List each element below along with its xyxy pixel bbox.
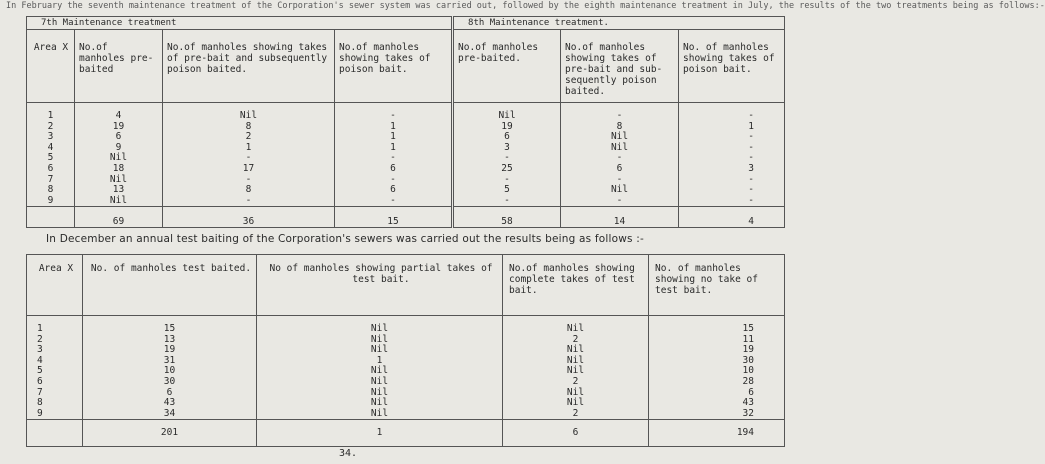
column-header: No. of manholes showing takes of poison bait. bbox=[679, 30, 785, 103]
table-cell: 4 bbox=[75, 103, 163, 122]
table-cell: 8 bbox=[561, 122, 679, 133]
table-cell: - bbox=[561, 175, 679, 186]
table-cell: Nil bbox=[503, 366, 649, 377]
total-cell: 58 bbox=[453, 207, 561, 228]
table-cell: 6 bbox=[335, 164, 453, 175]
table-cell: - bbox=[163, 153, 335, 164]
table-cell: 15 bbox=[649, 316, 785, 335]
table-cell: - bbox=[679, 153, 785, 164]
column-header: Area X bbox=[27, 30, 75, 103]
table-cell: Nil bbox=[257, 366, 503, 377]
table-row bbox=[27, 398, 785, 409]
intro-text: In February the seventh maintenance treatment of the Corporation's sewer system was carried out, followed by the eighth maintenance treatment in July, the results of the two treatments being as follows:- bbox=[6, 1, 1045, 11]
table-cell: - bbox=[163, 196, 335, 207]
table-cell: 19 bbox=[83, 345, 257, 356]
table-cell: 2 bbox=[503, 377, 649, 388]
table-cell: 2 bbox=[503, 335, 649, 346]
table-cell: 25 bbox=[453, 164, 561, 175]
column-header: No.of manholes showing takes of pre-bait and subsequently poison baited. bbox=[163, 30, 335, 103]
total-cell: 6 bbox=[503, 420, 649, 447]
table-cell: 3 bbox=[27, 132, 75, 143]
table-cell: - bbox=[335, 196, 453, 207]
table-cell: - bbox=[163, 175, 335, 186]
table-row bbox=[27, 164, 785, 175]
table-cell: 6 bbox=[75, 132, 163, 143]
table-cell: 5 bbox=[27, 366, 83, 377]
total-cell: 14 bbox=[561, 207, 679, 228]
total-cell: 201 bbox=[83, 420, 257, 447]
table-cell: 13 bbox=[75, 185, 163, 196]
total-cell bbox=[27, 420, 83, 447]
table-cell: 6 bbox=[649, 388, 785, 399]
table-cell: - bbox=[679, 103, 785, 122]
table-cell: 6 bbox=[83, 388, 257, 399]
table-cell: Nil bbox=[75, 153, 163, 164]
table-cell: 8 bbox=[163, 185, 335, 196]
table-cell: 43 bbox=[649, 398, 785, 409]
table-cell: 5 bbox=[27, 153, 75, 164]
table-row bbox=[27, 175, 785, 186]
table-cell: - bbox=[561, 103, 679, 122]
table-row bbox=[27, 153, 785, 164]
table-cell: 8 bbox=[27, 398, 83, 409]
column-header: No.of manholes showing takes of pre-bait and sub-sequently poison baited. bbox=[561, 30, 679, 103]
table-cell: Nil bbox=[503, 398, 649, 409]
table-cell: 8 bbox=[27, 185, 75, 196]
group-header-8th: 8th Maintenance treatment. bbox=[453, 17, 785, 30]
table-row bbox=[27, 122, 785, 133]
table-row bbox=[27, 335, 785, 346]
table-cell: 6 bbox=[27, 377, 83, 388]
table-cell: 15 bbox=[83, 316, 257, 335]
table-cell: 3 bbox=[27, 345, 83, 356]
table-row bbox=[27, 366, 785, 377]
total-cell: 4 bbox=[679, 207, 785, 228]
table-cell: Nil bbox=[561, 185, 679, 196]
table-cell: Nil bbox=[453, 103, 561, 122]
table-row bbox=[27, 377, 785, 388]
table-cell: 7 bbox=[27, 388, 83, 399]
total-cell: 194 bbox=[649, 420, 785, 447]
column-header: No.of manholes pre-baited. bbox=[453, 30, 561, 103]
table-cell: 2 bbox=[163, 132, 335, 143]
column-header: No. of manholes test baited. bbox=[83, 255, 257, 316]
column-header: No.of manholes showing takes of poison bait. bbox=[335, 30, 453, 103]
table-cell: 9 bbox=[27, 409, 83, 420]
table-cell: 31 bbox=[83, 356, 257, 367]
table-cell: 2 bbox=[27, 335, 83, 346]
table-row bbox=[27, 103, 785, 122]
table-cell: 2 bbox=[503, 409, 649, 420]
table-row bbox=[27, 345, 785, 356]
table-cell: 7 bbox=[27, 175, 75, 186]
table-row bbox=[27, 196, 785, 207]
table-cell: - bbox=[679, 132, 785, 143]
table-cell: 19 bbox=[649, 345, 785, 356]
table-row bbox=[27, 316, 785, 335]
table-cell: 1 bbox=[335, 122, 453, 133]
table-cell: Nil bbox=[257, 409, 503, 420]
table-cell: 1 bbox=[335, 132, 453, 143]
table-cell: Nil bbox=[75, 196, 163, 207]
table-cell: 19 bbox=[75, 122, 163, 133]
table-cell: 34 bbox=[83, 409, 257, 420]
group-header-7th: 7th Maintenance treatment bbox=[27, 17, 453, 30]
table-cell: Nil bbox=[257, 316, 503, 335]
annual-test-baiting-table bbox=[26, 254, 785, 447]
table-row bbox=[27, 143, 785, 154]
table-cell: 18 bbox=[75, 164, 163, 175]
table-cell: 28 bbox=[649, 377, 785, 388]
table-cell: - bbox=[335, 175, 453, 186]
totals-row bbox=[27, 207, 785, 228]
table-cell: 2 bbox=[27, 122, 75, 133]
table-cell: Nil bbox=[257, 388, 503, 399]
table-cell: - bbox=[679, 175, 785, 186]
total-cell: 69 bbox=[75, 207, 163, 228]
table-cell: Nil bbox=[257, 398, 503, 409]
table-cell: Nil bbox=[503, 316, 649, 335]
table-cell: - bbox=[453, 153, 561, 164]
table-cell: 30 bbox=[83, 377, 257, 388]
column-header: Area X bbox=[27, 255, 83, 316]
table-cell: 6 bbox=[561, 164, 679, 175]
table-row bbox=[27, 185, 785, 196]
table-cell: 4 bbox=[27, 356, 83, 367]
table-row bbox=[27, 132, 785, 143]
table-cell: 17 bbox=[163, 164, 335, 175]
table-cell: 10 bbox=[83, 366, 257, 377]
table-cell: 32 bbox=[649, 409, 785, 420]
page-number: 34. bbox=[339, 448, 358, 459]
table-cell: 1 bbox=[335, 143, 453, 154]
table-row bbox=[27, 356, 785, 367]
table-cell: Nil bbox=[561, 132, 679, 143]
table-cell: - bbox=[453, 175, 561, 186]
table-cell: 30 bbox=[649, 356, 785, 367]
total-cell: 15 bbox=[335, 207, 453, 228]
table-cell: - bbox=[335, 153, 453, 164]
table-cell: 11 bbox=[649, 335, 785, 346]
table-cell: Nil bbox=[75, 175, 163, 186]
table-cell: Nil bbox=[163, 103, 335, 122]
table-cell: 1 bbox=[257, 356, 503, 367]
table-cell: Nil bbox=[561, 143, 679, 154]
table-cell: - bbox=[679, 185, 785, 196]
table-cell: 19 bbox=[453, 122, 561, 133]
table-cell: 4 bbox=[27, 143, 75, 154]
table-cell: - bbox=[453, 196, 561, 207]
table-cell: 1 bbox=[163, 143, 335, 154]
table-cell: Nil bbox=[257, 377, 503, 388]
total-cell: 1 bbox=[257, 420, 503, 447]
table-cell: - bbox=[679, 196, 785, 207]
column-header: No.of manholes showing complete takes of test bait. bbox=[503, 255, 649, 316]
table-cell: Nil bbox=[503, 345, 649, 356]
total-cell bbox=[27, 207, 75, 228]
table-cell: 1 bbox=[27, 103, 75, 122]
table-cell: 9 bbox=[27, 196, 75, 207]
table-cell: 43 bbox=[83, 398, 257, 409]
table-cell: - bbox=[679, 143, 785, 154]
table-cell: 1 bbox=[27, 316, 83, 335]
column-header: No of manholes showing partial takes of test bait. bbox=[257, 255, 503, 316]
table-cell: Nil bbox=[503, 388, 649, 399]
table-cell: 6 bbox=[27, 164, 75, 175]
table-cell: 6 bbox=[335, 185, 453, 196]
maintenance-treatment-table bbox=[26, 16, 785, 228]
table-cell: 6 bbox=[453, 132, 561, 143]
table-cell: 13 bbox=[83, 335, 257, 346]
table-cell: Nil bbox=[257, 335, 503, 346]
column-header: No. of manholes showing no take of test bait. bbox=[649, 255, 785, 316]
table-cell: Nil bbox=[257, 345, 503, 356]
table-cell: - bbox=[335, 103, 453, 122]
table-cell: 9 bbox=[75, 143, 163, 154]
table-cell: Nil bbox=[503, 356, 649, 367]
table-cell: - bbox=[561, 153, 679, 164]
table-cell: 8 bbox=[163, 122, 335, 133]
table-cell: 3 bbox=[453, 143, 561, 154]
table-cell: 10 bbox=[649, 366, 785, 377]
total-cell: 36 bbox=[163, 207, 335, 228]
table-cell: 3 bbox=[679, 164, 785, 175]
annual-test-intro: In December an annual test baiting of the Corporation's sewers was carried out the results being as follows :- bbox=[46, 233, 644, 245]
table-row bbox=[27, 388, 785, 399]
table-cell: 1 bbox=[679, 122, 785, 133]
table-cell: 5 bbox=[453, 185, 561, 196]
totals-row bbox=[27, 420, 785, 447]
table-cell: - bbox=[561, 196, 679, 207]
column-header: No.of manholes pre-baited bbox=[75, 30, 163, 103]
table-row bbox=[27, 409, 785, 420]
